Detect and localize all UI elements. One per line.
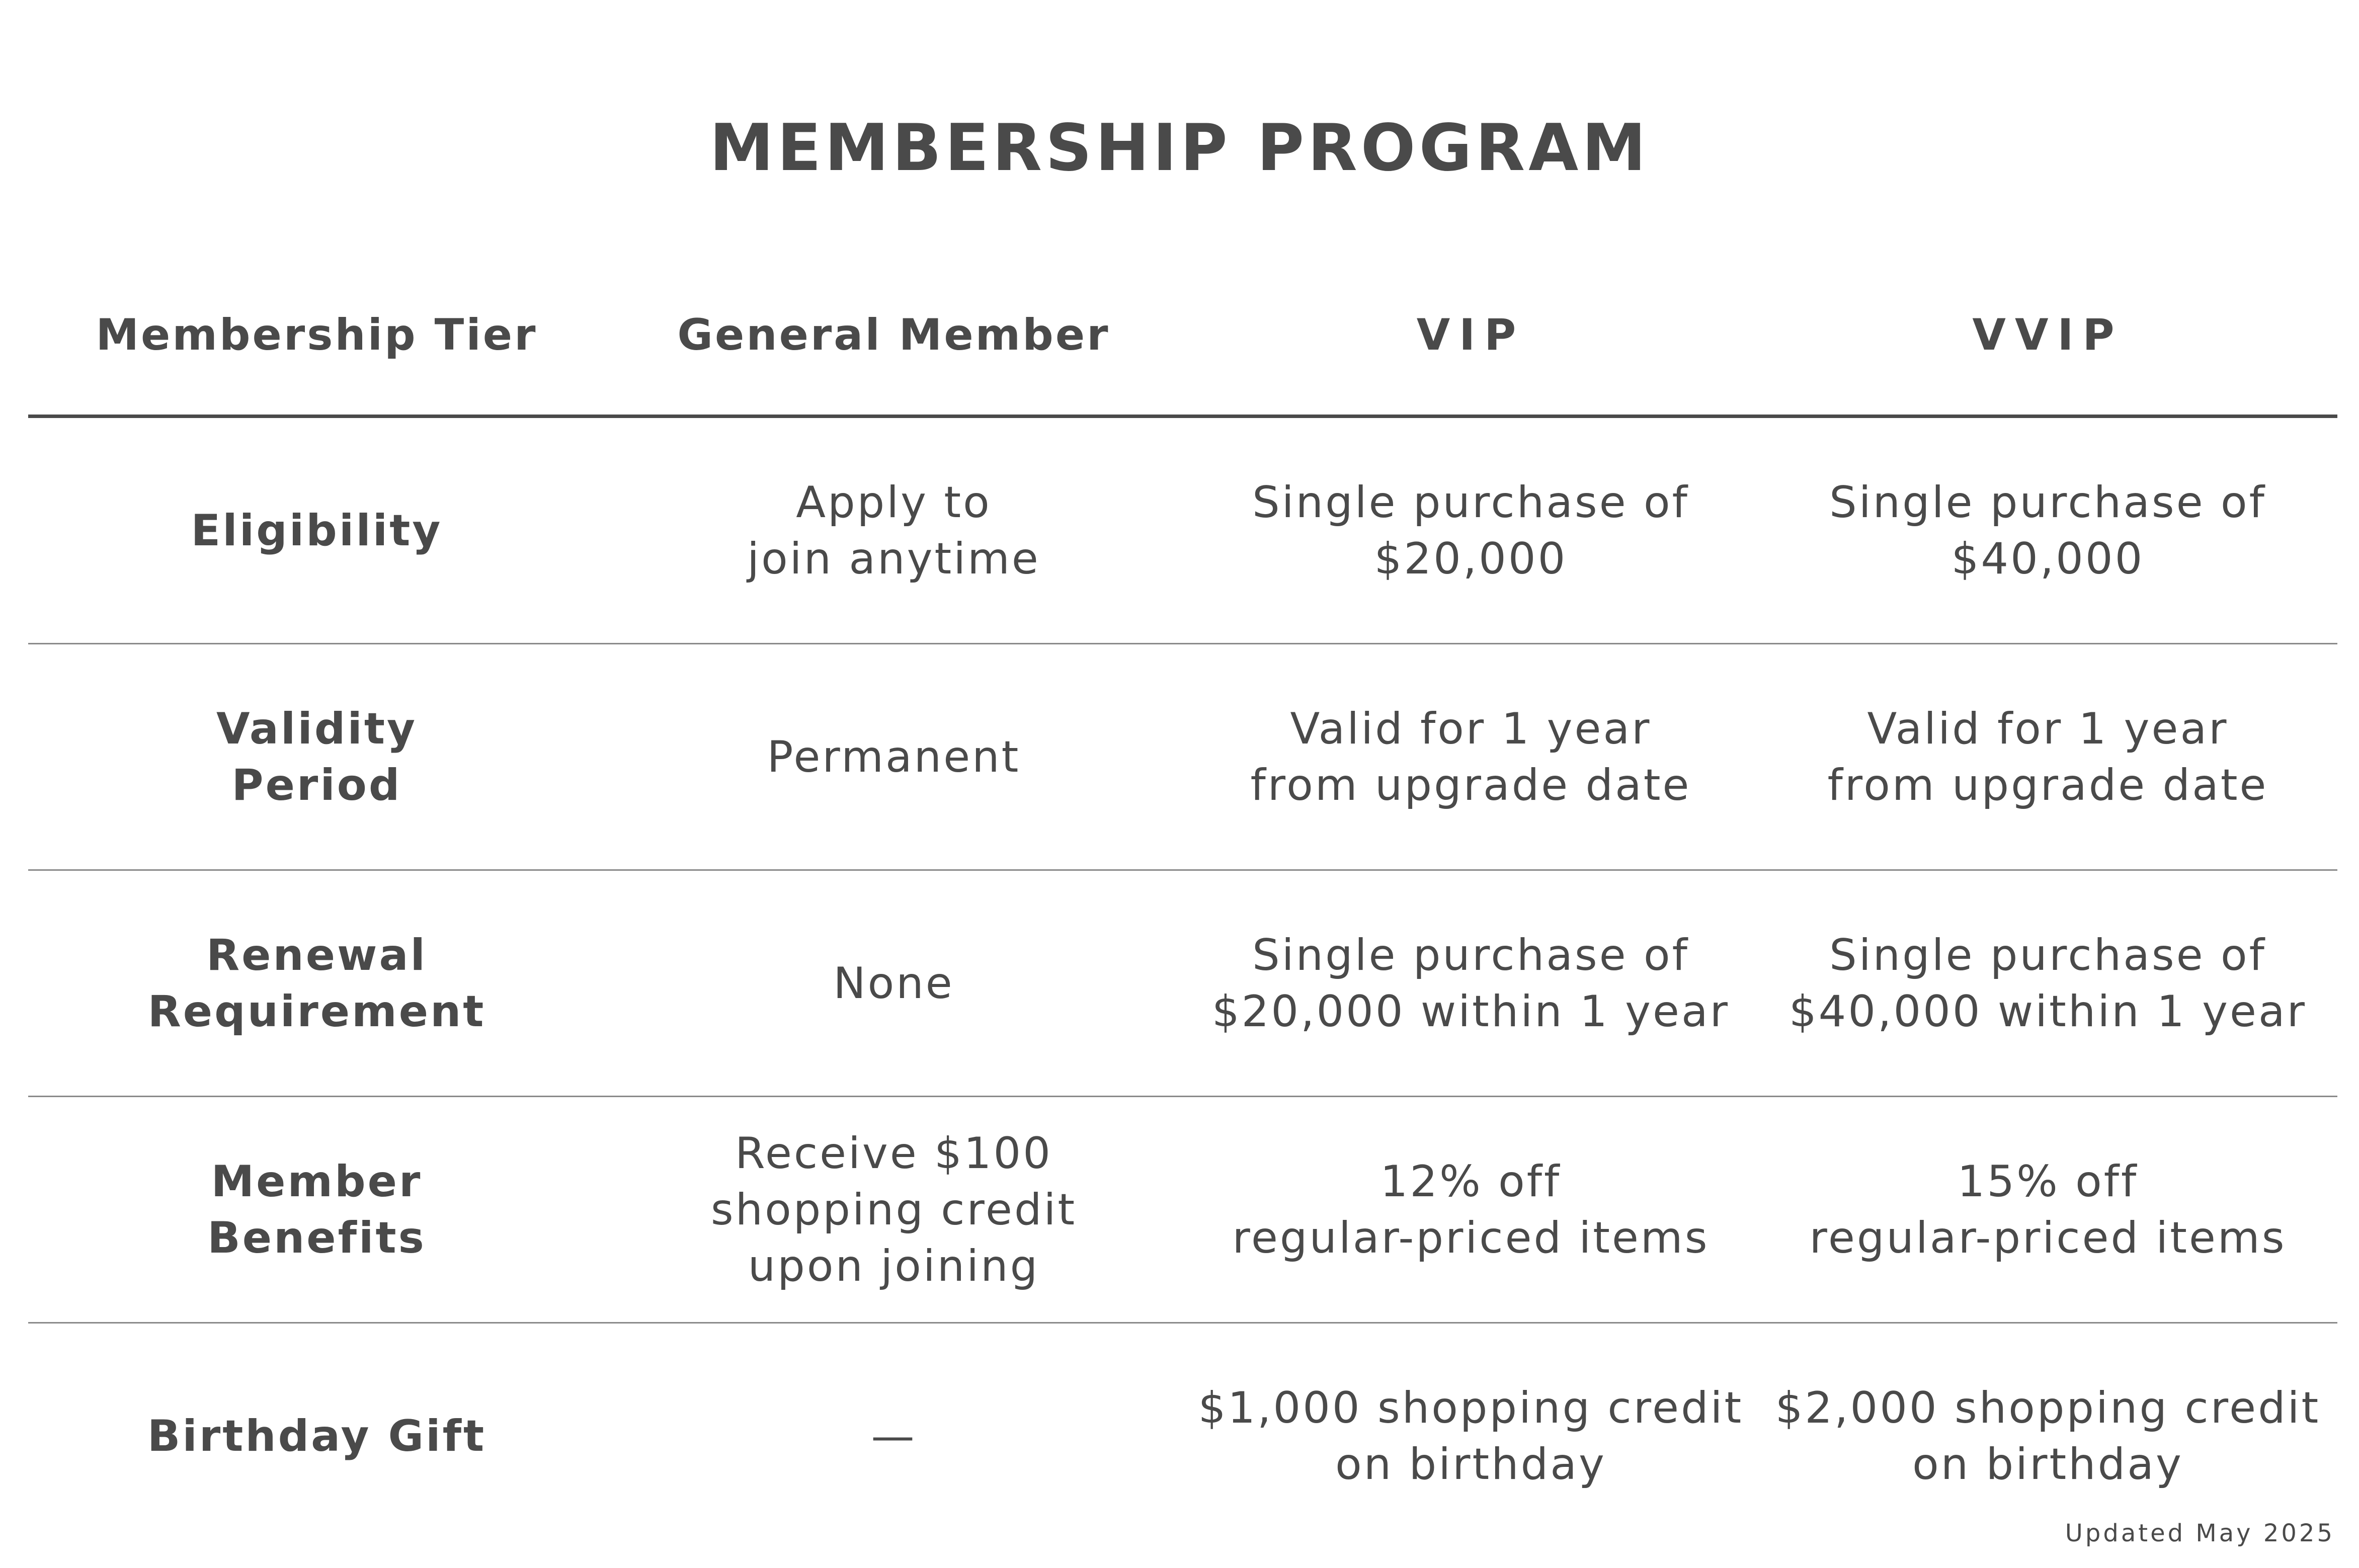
cell-eligibility-vip: Single purchase of $20,000 — [1252, 477, 1689, 584]
cell-renewal-vip: Single purchase of $20,000 within 1 year — [1211, 930, 1730, 1037]
cell-renewal-vvip: Single purchase of $40,000 within 1 year — [1788, 930, 2307, 1037]
cell-eligibility-vvip: Single purchase of $40,000 — [1829, 477, 2266, 584]
row-label-birthday-gift: Birthday Gift — [147, 1411, 486, 1461]
cell-benefits-vip: 12% off regular-priced items — [1232, 1157, 1710, 1263]
cell-benefits-vvip: 15% off regular-priced items — [1809, 1157, 2287, 1263]
row-divider — [28, 1322, 2337, 1324]
header-general-member: General Member — [677, 310, 1110, 360]
row-divider — [28, 869, 2337, 871]
cell-benefits-general: Receive $100 shopping credit upon joining — [710, 1128, 1077, 1291]
header-vvip: VVIP — [1972, 310, 2124, 360]
cell-validity-general: Permanent — [767, 732, 1021, 782]
header-vip: VIP — [1416, 310, 1525, 360]
row-label-member-benefits: Member Benefits — [207, 1157, 426, 1263]
page-title: MEMBERSHIP PROGRAM — [709, 111, 1650, 186]
cell-renewal-general: None — [833, 958, 954, 1009]
row-label-renewal-requirement: Renewal Requirement — [147, 930, 486, 1037]
row-label-validity-period: Validity Period — [216, 704, 418, 810]
row-label-eligibility: Eligibility — [191, 506, 443, 556]
cell-birthday-general: — — [871, 1411, 917, 1461]
membership-table — [28, 0, 2337, 1568]
row-divider — [28, 1096, 2337, 1097]
cell-birthday-vip: $1,000 shopping credit on birthday — [1198, 1383, 1744, 1490]
cell-validity-vvip: Valid for 1 year from upgrade date — [1827, 704, 2268, 810]
cell-eligibility-general: Apply to join anytime — [747, 477, 1040, 584]
header-membership-tier: Membership Tier — [96, 310, 538, 360]
cell-validity-vip: Valid for 1 year from upgrade date — [1250, 704, 1691, 810]
cell-birthday-vvip: $2,000 shopping credit on birthday — [1775, 1383, 2321, 1490]
header-divider — [28, 415, 2337, 418]
row-divider — [28, 643, 2337, 644]
updated-note: Updated May 2025 — [2065, 1519, 2335, 1547]
